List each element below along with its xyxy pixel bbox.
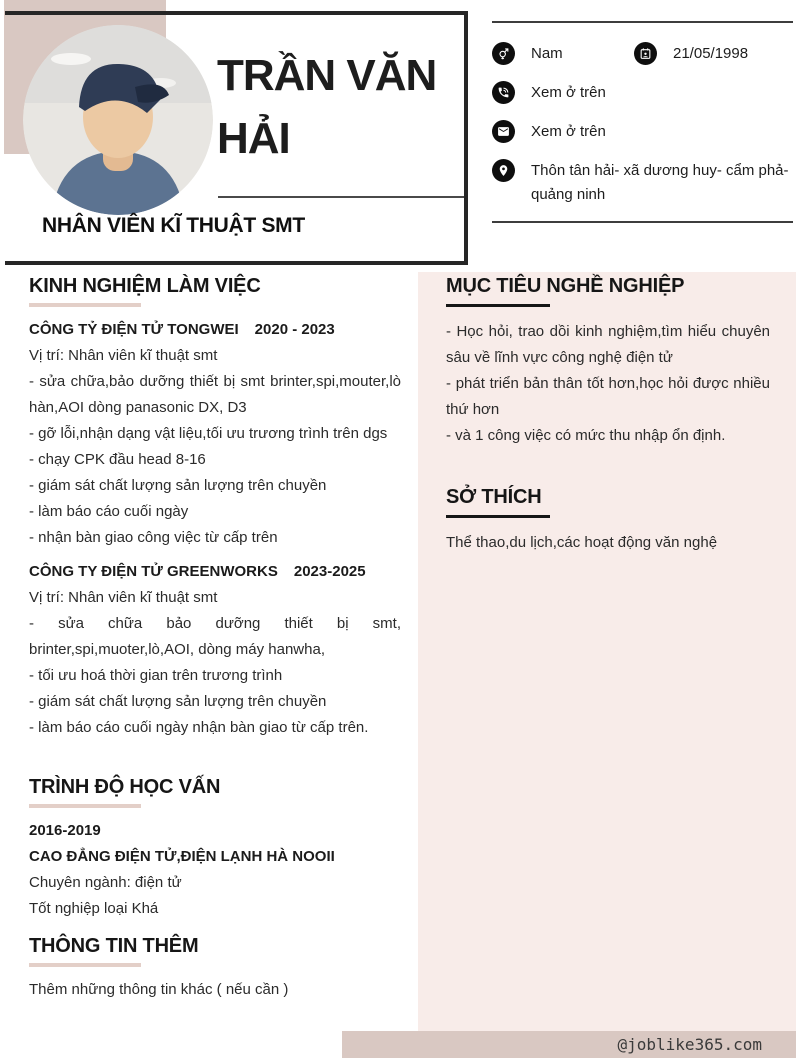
candidate-name-line2: HẢI: [217, 114, 290, 163]
phone-icon: [492, 81, 515, 104]
objective-bullet: - và 1 công việc có mức thu nhập ổn định.: [446, 427, 726, 444]
job1-position: Vị trí: Nhân viên kĩ thuật smt: [29, 347, 218, 364]
additional-info-heading-underline: [29, 963, 141, 967]
experience-heading-underline: [29, 303, 141, 307]
job-title: NHÂN VIÊN KĨ THUẬT SMT: [42, 214, 305, 237]
education-grade: Tốt nghiệp loại Khá: [29, 900, 159, 917]
gender-value: Nam: [531, 45, 563, 62]
objective-heading-underline: [446, 304, 550, 307]
right-column: [446, 272, 770, 556]
job2-company-line: [29, 559, 401, 585]
avatar: [23, 25, 213, 215]
location-icon: [492, 159, 515, 182]
hobbies-heading-underline: [446, 515, 550, 518]
phone-value: Xem ở trên: [531, 84, 606, 101]
education-heading: TRÌNH ĐỘ HỌC VẤN: [29, 776, 221, 798]
job1-period: 2020 - 2023: [254, 321, 335, 338]
objective-bullet: - Học hỏi, trao dồi kinh nghiệm,tìm hiểu chuyên sâu về lĩnh vực công nghệ điện tử: [446, 323, 770, 366]
education-heading-underline: [29, 804, 141, 808]
experience-heading: KINH NGHIỆM LÀM VIỆC: [29, 275, 261, 297]
calendar-icon: [634, 42, 657, 65]
job2-bullet: - làm báo cáo cuối ngày nhận bàn giao từ cấp trên.: [29, 719, 369, 736]
education-major: Chuyên ngành: điện tử: [29, 874, 182, 891]
job2-company: CÔNG TY ĐIỆN TỬ GREENWORKS: [29, 563, 278, 580]
additional-info-heading: THÔNG TIN THÊM: [29, 935, 199, 957]
job2-period: 2023-2025: [293, 563, 366, 580]
job1-bullet: - làm báo cáo cuối ngày: [29, 503, 189, 520]
objective-bullet: - phát triển bản thân tốt hơn,học hỏi được nhiều thứ hơn: [446, 375, 770, 418]
email-icon: [492, 120, 515, 143]
job1-company-line: [29, 317, 401, 343]
job2-bullet: - giám sát chất lượng sản lượng trên chuyền: [29, 693, 327, 710]
candidate-name-line1: TRẦN VĂN: [217, 51, 437, 100]
gender-icon: [492, 42, 515, 65]
birthday-value: 21/05/1998: [673, 45, 749, 62]
job1-bullet: - nhận bàn giao công việc từ cấp trên: [29, 529, 278, 546]
education-years: 2016-2019: [29, 822, 101, 839]
hobbies-heading: SỞ THÍCH: [446, 486, 542, 508]
job1-company: CÔNG TỶ ĐIỆN TỬ TONGWEI: [29, 321, 239, 338]
watermark-text: @joblike365.com: [617, 1035, 762, 1054]
candidate-name: [217, 44, 469, 170]
contact-row-email: [492, 120, 794, 144]
address-value: Thôn tân hải- xã dương huy- cẩm phả-quảng ninh: [531, 162, 789, 203]
job2-bullet: - tối ưu hoá thời gian trên trương trình: [29, 667, 283, 684]
job1-bullet: - giám sát chất lượng sản lượng trên chuyền: [29, 477, 327, 494]
left-column: [29, 272, 401, 1003]
hobbies-text: Thể thao,du lịch,các hoạt động văn nghệ: [446, 534, 718, 551]
contact-row-phone: [492, 81, 794, 105]
email-value: Xem ở trên: [531, 123, 606, 140]
contact-row-address: [492, 159, 794, 207]
objective-heading: MỤC TIÊU NGHỀ NGHIỆP: [446, 275, 685, 297]
job2-bullet: - sửa chữa bảo dưỡng thiết bị smt, brinter,spi,muoter,lò,AOI, dòng máy hanwha,: [29, 615, 401, 658]
job1-bullet: - gỡ lỗi,nhận dạng vật liệu,tối ưu trương trình trên dgs: [29, 425, 388, 442]
job2-position: Vị trí: Nhân viên kĩ thuật smt: [29, 589, 218, 606]
contact-divider-top: [492, 21, 793, 23]
education-school: CAO ĐẲNG ĐIỆN TỬ,ĐIỆN LẠNH HÀ NOOII: [29, 848, 335, 865]
contact-row-gender-birthday: [492, 42, 794, 66]
additional-info-note: Thêm những thông tin khác ( nếu cần ): [29, 981, 289, 998]
contact-block: [492, 42, 794, 222]
job1-bullet: - sửa chữa,bảo dưỡng thiết bị smt brinter,spi,mouter,lò hàn,AOI dòng panasonic DX, D3: [29, 373, 401, 416]
job1-bullet: - chạy CPK đầu head 8-16: [29, 451, 206, 468]
avatar-photo-placeholder: [23, 25, 213, 215]
name-divider: [218, 196, 464, 198]
watermark-bar: [342, 1031, 796, 1058]
